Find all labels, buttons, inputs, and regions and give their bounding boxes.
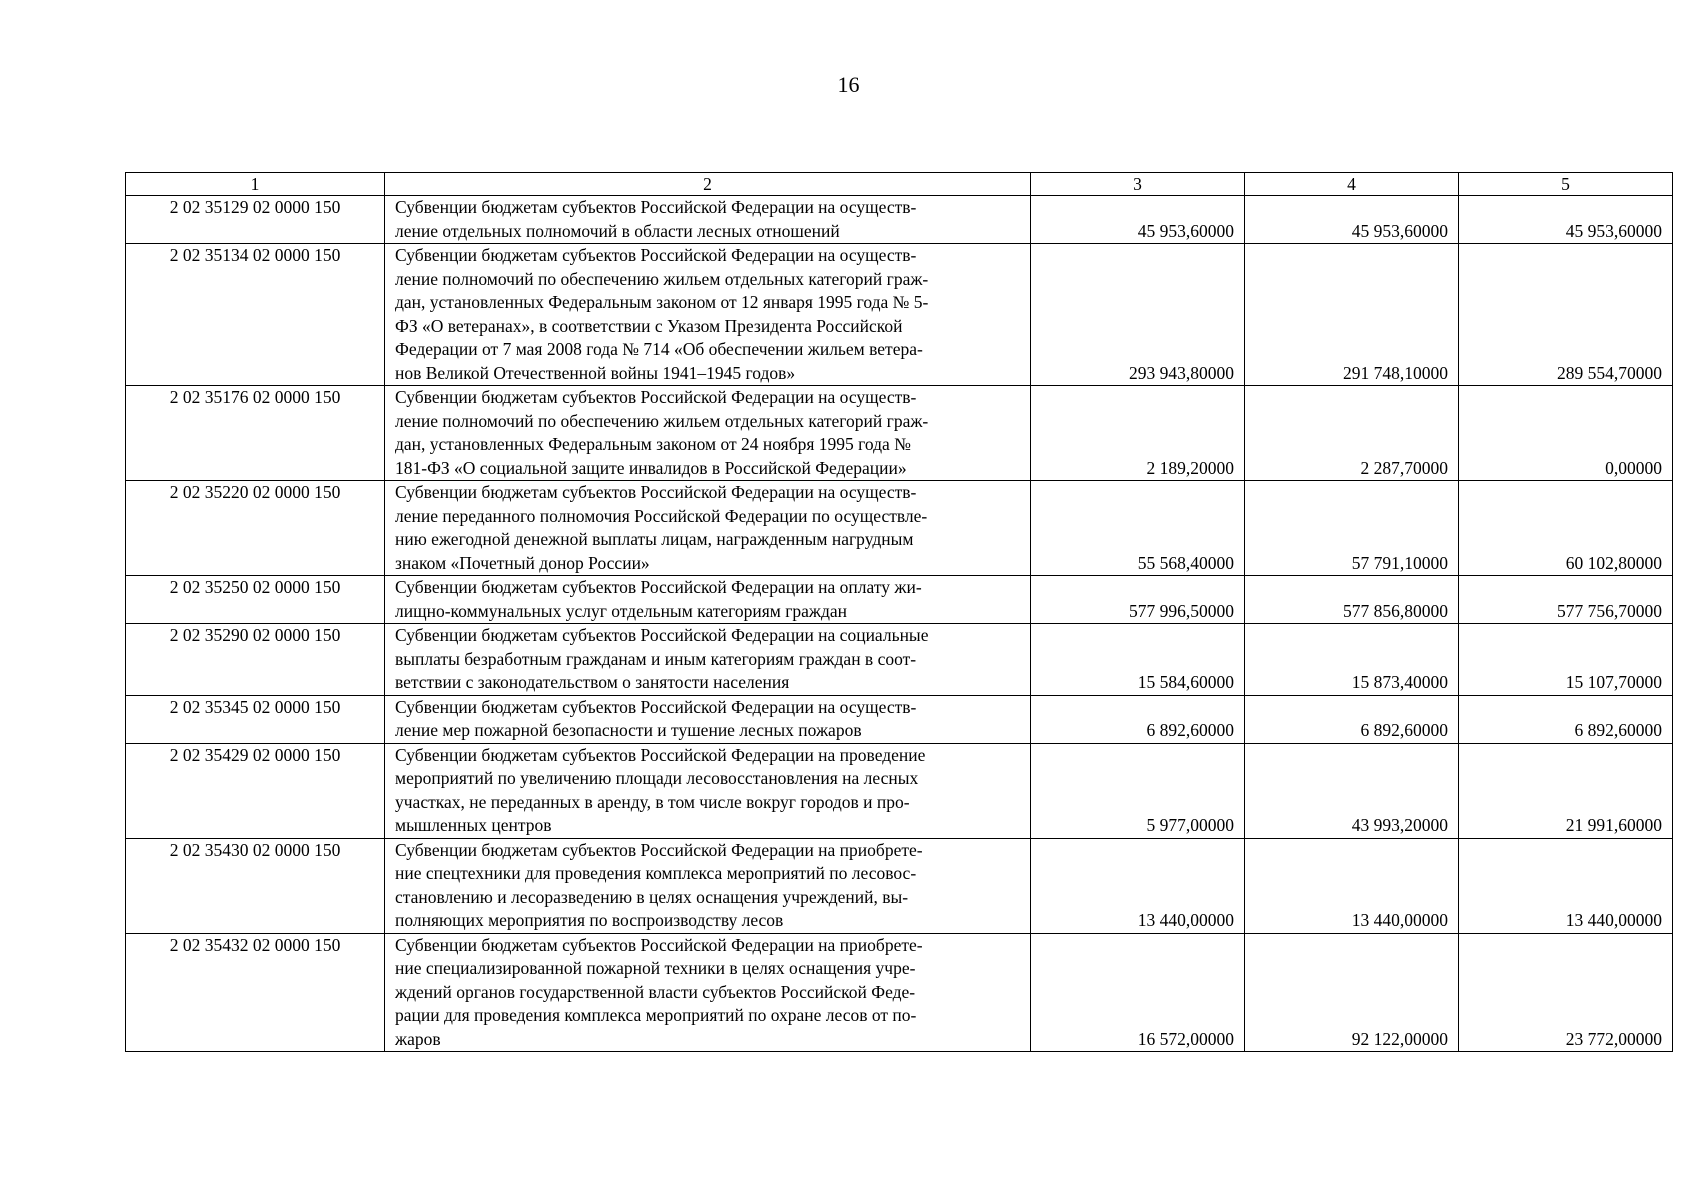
table-header-row: [126, 173, 1673, 196]
description-cell: [385, 695, 1031, 743]
description-line: Субвенции бюджетам субъектов Российской Федерации на оплату жи-: [395, 577, 922, 597]
table-row: [126, 624, 1673, 696]
amount-cell-col-4: 45 953,60000: [1245, 196, 1459, 244]
description-line: ление отдельных полномочий в области лесных отношений: [395, 220, 840, 241]
table-row: [126, 838, 1673, 933]
table-row: [126, 481, 1673, 576]
description-line: выплаты безработным гражданам и иным категориям граждан в соот-: [395, 648, 917, 669]
description-cell: [385, 624, 1031, 696]
description-line: ждений органов государственной власти субъектов Российской Феде-: [395, 981, 916, 1002]
income-code-cell: 2 02 35250 02 0000 150: [126, 576, 385, 624]
description-line: ление полномочий по обеспечению жильем отдельных категорий граж-: [395, 410, 929, 431]
amount-cell-col-3: 15 584,60000: [1031, 624, 1245, 696]
header-cell-3: 3: [1031, 173, 1245, 196]
header-cell-5: 5: [1459, 173, 1673, 196]
amount-cell-col-5: 15 107,70000: [1459, 624, 1673, 696]
description-cell: [385, 196, 1031, 244]
description-line: жаров: [395, 1028, 441, 1049]
table-row: [126, 386, 1673, 481]
description-line: нию ежегодной денежной выплаты лицам, награжденным нагрудным: [395, 529, 914, 549]
description-line: Субвенции бюджетам субъектов Российской Федерации на осуществ-: [395, 696, 917, 717]
table-row: [126, 576, 1673, 624]
table-row: [126, 743, 1673, 838]
income-code-cell: 2 02 35176 02 0000 150: [126, 386, 385, 481]
description-line: нов Великой Отечественной войны 1941–1945 годов»: [395, 362, 796, 383]
income-code-cell: 2 02 35129 02 0000 150: [126, 196, 385, 244]
description-line: мышленных центров: [395, 815, 552, 835]
amount-cell-col-3: 5 977,00000: [1031, 743, 1245, 838]
amount-cell-col-4: 6 892,60000: [1245, 695, 1459, 743]
amount-cell-col-4: 577 856,80000: [1245, 576, 1459, 624]
description-line: Субвенции бюджетам субъектов Российской Федерации на осуществ-: [395, 482, 917, 502]
amount-cell-col-3: 13 440,00000: [1031, 838, 1245, 933]
table-row: [126, 933, 1673, 1052]
description-line: ление мер пожарной безопасности и тушение лесных пожаров: [395, 720, 862, 740]
description-line: ветствии с законодательством о занятости населения: [395, 672, 790, 692]
description-cell: [385, 244, 1031, 386]
page-number: 16: [837, 72, 860, 97]
amount-cell-col-5: 45 953,60000: [1459, 196, 1673, 244]
amount-cell-col-5: 289 554,70000: [1459, 244, 1673, 386]
amount-cell-col-3: 55 568,40000: [1031, 481, 1245, 576]
income-code-cell: 2 02 35430 02 0000 150: [126, 838, 385, 933]
description-line: Субвенции бюджетам субъектов Российской Федерации на социальные: [395, 625, 929, 645]
description-line: становлению и лесоразведению в целях оснащения учреждений, вы-: [395, 886, 909, 907]
description-line: полняющих мероприятия по воспроизводству лесов: [395, 910, 784, 930]
description-line: Субвенции бюджетам субъектов Российской Федерации на осуществ-: [395, 387, 917, 407]
description-line: Субвенции бюджетам субъектов Российской Федерации на приобрете-: [395, 839, 923, 860]
income-code-cell: 2 02 35220 02 0000 150: [126, 481, 385, 576]
amount-cell-col-5: 23 772,00000: [1459, 933, 1673, 1052]
description-cell: [385, 481, 1031, 576]
description-line: Федерации от 7 мая 2008 года № 714 «Об обеспечении жильем ветера-: [395, 339, 923, 359]
table-row: [126, 244, 1673, 386]
amount-cell-col-3: 577 996,50000: [1031, 576, 1245, 624]
amount-cell-col-5: 60 102,80000: [1459, 481, 1673, 576]
amount-cell-col-4: 13 440,00000: [1245, 838, 1459, 933]
table-row: [126, 196, 1673, 244]
description-line: знаком «Почетный донор России»: [395, 552, 650, 573]
description-line: участках, не переданных в аренду, в том числе вокруг городов и про-: [395, 791, 910, 812]
description-line: ние специализированной пожарной техники в целях оснащения учре-: [395, 958, 916, 978]
amount-cell-col-5: 6 892,60000: [1459, 695, 1673, 743]
amount-cell-col-5: 577 756,70000: [1459, 576, 1673, 624]
header-cell-4: 4: [1245, 173, 1459, 196]
description-line: Субвенции бюджетам субъектов Российской Федерации на осуществ-: [395, 245, 917, 265]
income-code-cell: 2 02 35432 02 0000 150: [126, 933, 385, 1052]
amount-cell-col-5: 13 440,00000: [1459, 838, 1673, 933]
description-cell: [385, 386, 1031, 481]
description-cell: [385, 933, 1031, 1052]
header-cell-2: 2: [385, 173, 1031, 196]
income-code-cell: 2 02 35345 02 0000 150: [126, 695, 385, 743]
description-line: 181-ФЗ «О социальной защите инвалидов в Российской Федерации»: [395, 457, 907, 478]
amount-cell-col-5: 21 991,60000: [1459, 743, 1673, 838]
description-cell: [385, 838, 1031, 933]
income-code-cell: 2 02 35429 02 0000 150: [126, 743, 385, 838]
income-code-cell: 2 02 35290 02 0000 150: [126, 624, 385, 696]
description-cell: [385, 576, 1031, 624]
description-line: Субвенции бюджетам субъектов Российской Федерации на осуществ-: [395, 197, 917, 217]
amount-cell-col-4: 2 287,70000: [1245, 386, 1459, 481]
description-line: рации для проведения комплекса мероприятий по охране лесов от по-: [395, 1005, 917, 1025]
description-line: ление полномочий по обеспечению жильем отдельных категорий граж-: [395, 268, 929, 289]
header-cell-1: 1: [126, 173, 385, 196]
table-row: [126, 695, 1673, 743]
income-code-cell: 2 02 35134 02 0000 150: [126, 244, 385, 386]
description-line: ление переданного полномочия Российской Федерации по осуществле-: [395, 505, 928, 526]
amount-cell-col-3: 16 572,00000: [1031, 933, 1245, 1052]
description-line: ние спецтехники для проведения комплекса мероприятий по лесовос-: [395, 863, 917, 883]
amount-cell-col-4: 92 122,00000: [1245, 933, 1459, 1052]
amount-cell-col-4: 15 873,40000: [1245, 624, 1459, 696]
amount-cell-col-3: 293 943,80000: [1031, 244, 1245, 386]
description-line: дан, установленных Федеральным законом от 12 января 1995 года № 5-: [395, 292, 929, 312]
description-line: ФЗ «О ветеранах», в соответствии с Указом Президента Российской: [395, 315, 903, 336]
budget-table: [125, 172, 1673, 1052]
amount-cell-col-4: 291 748,10000: [1245, 244, 1459, 386]
amount-cell-col-3: 6 892,60000: [1031, 695, 1245, 743]
amount-cell-col-3: 2 189,20000: [1031, 386, 1245, 481]
description-line: мероприятий по увеличению площади лесовосстановления на лесных: [395, 768, 919, 788]
description-line: дан, установленных Федеральным законом от 24 ноября 1995 года №: [395, 434, 911, 454]
description-line: Субвенции бюджетам субъектов Российской Федерации на проведение: [395, 744, 926, 765]
description-line: Субвенции бюджетам субъектов Российской Федерации на приобрете-: [395, 934, 923, 955]
description-line: лищно-коммунальных услуг отдельным категориям граждан: [395, 600, 848, 621]
amount-cell-col-3: 45 953,60000: [1031, 196, 1245, 244]
amount-cell-col-4: 57 791,10000: [1245, 481, 1459, 576]
amount-cell-col-4: 43 993,20000: [1245, 743, 1459, 838]
amount-cell-col-5: 0,00000: [1459, 386, 1673, 481]
description-cell: [385, 743, 1031, 838]
